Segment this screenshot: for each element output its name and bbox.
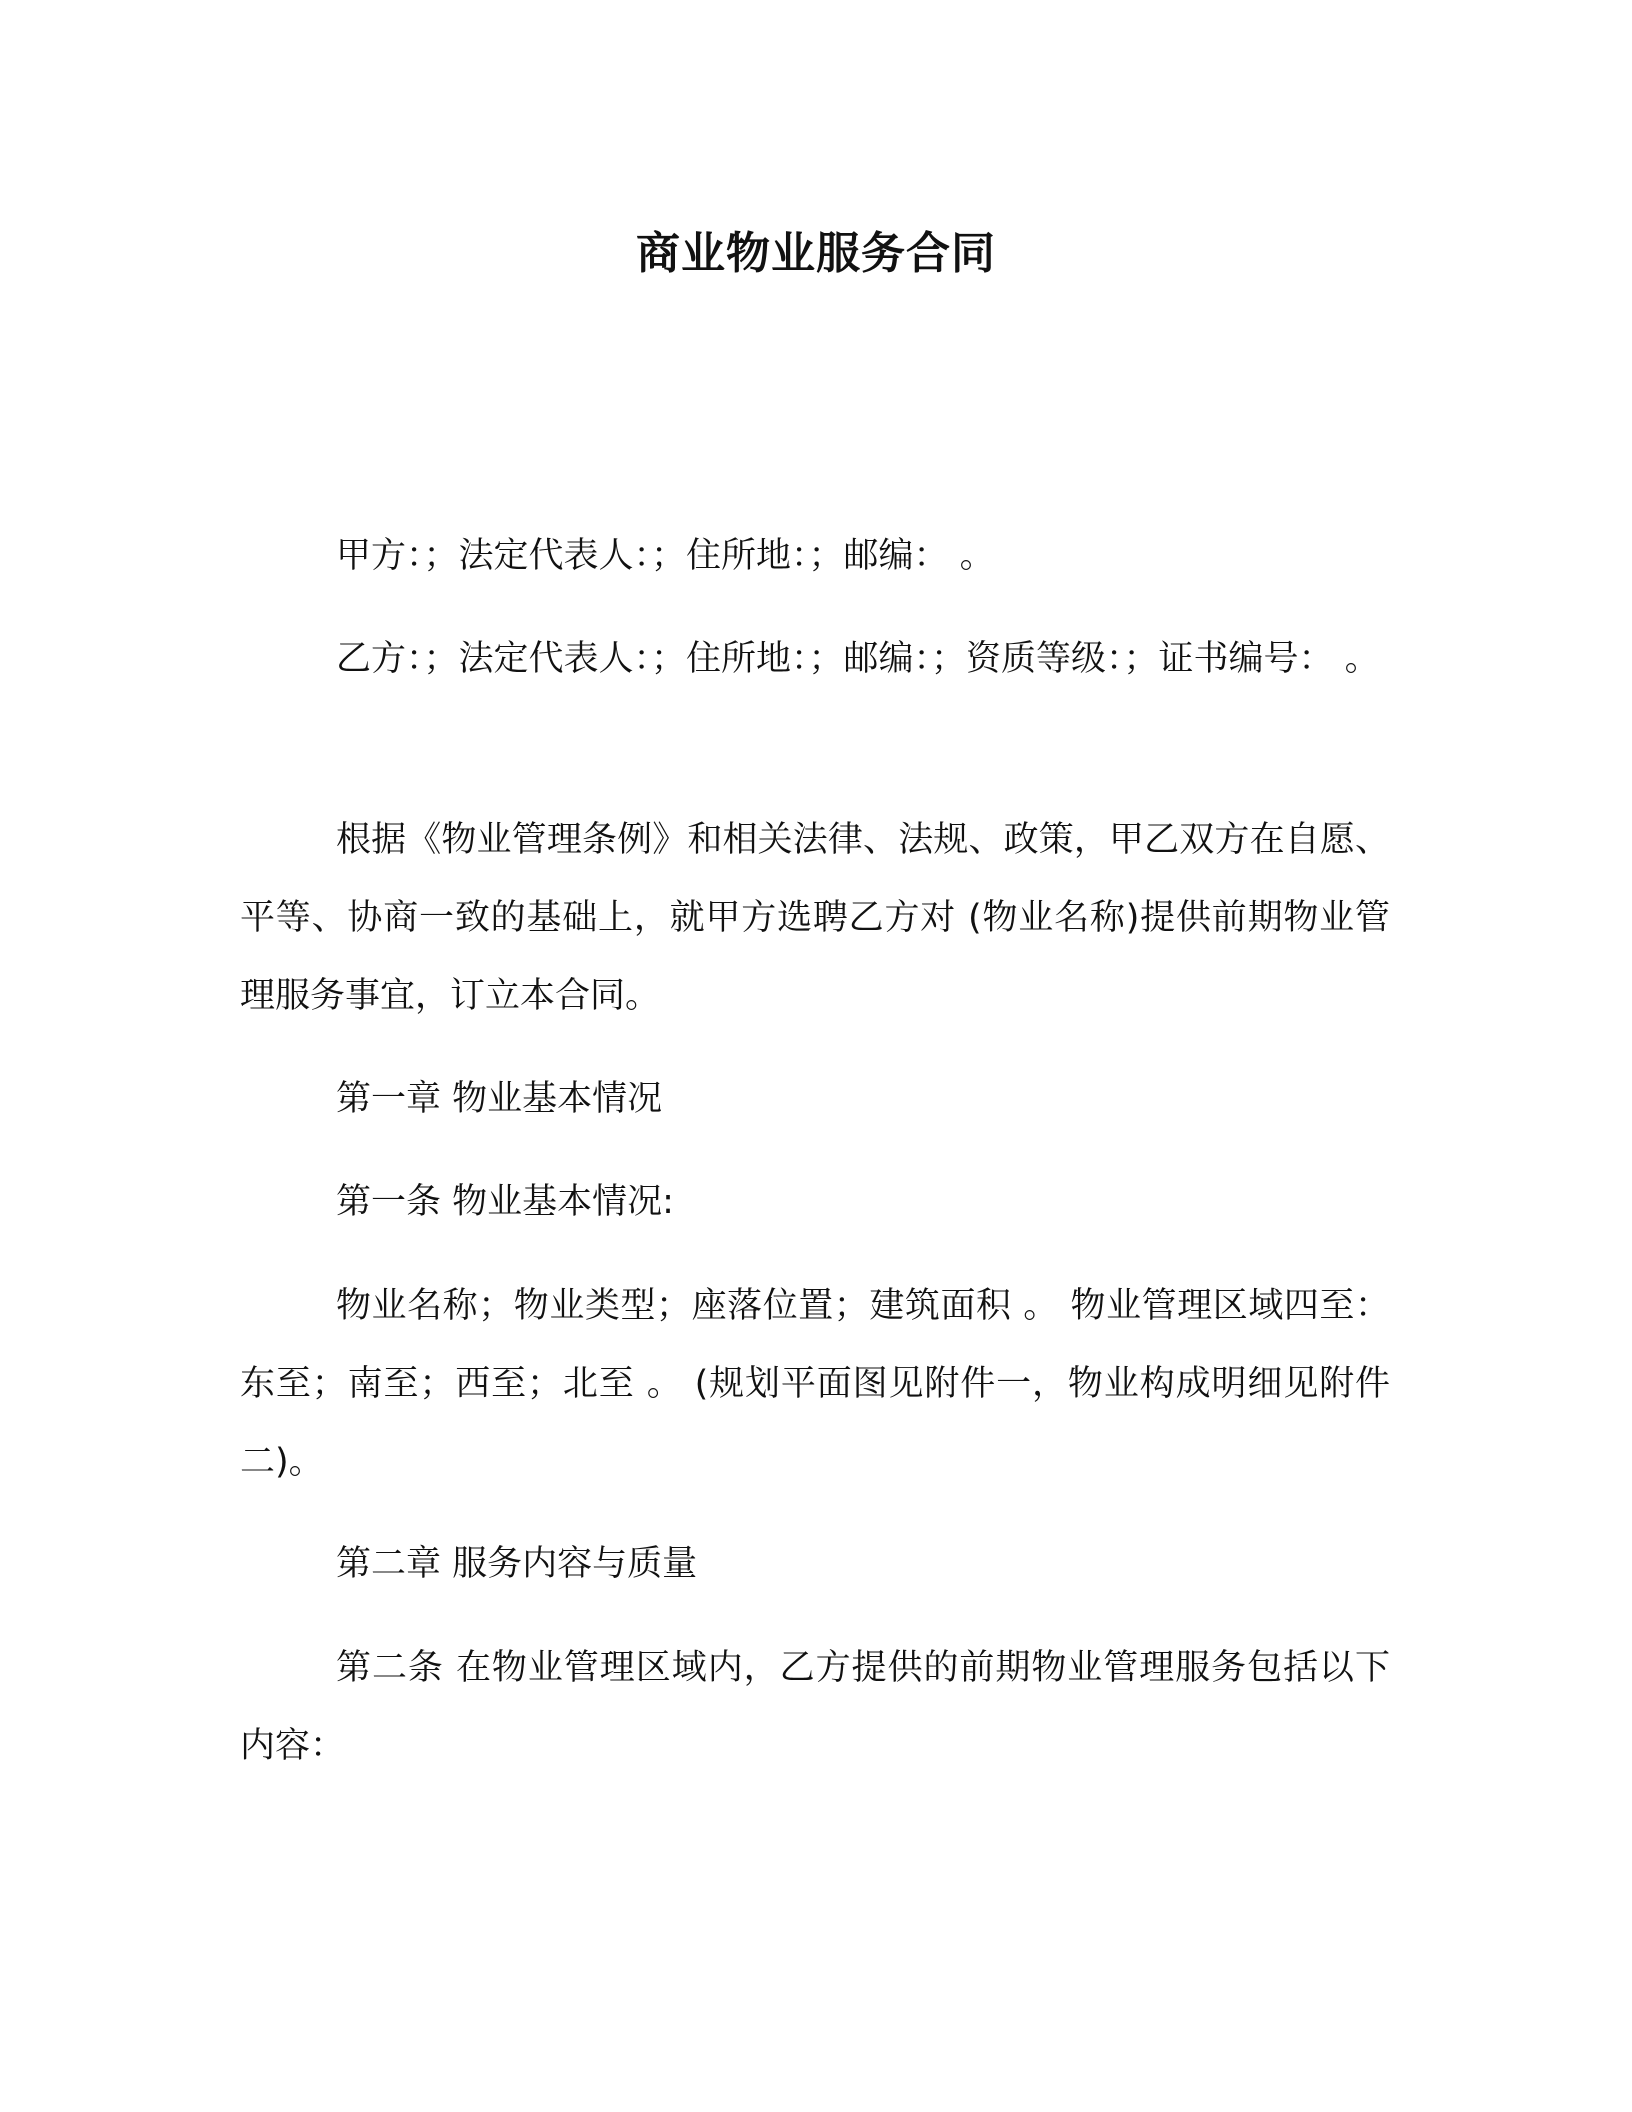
preamble-paragraph: 根据《物业管理条例》和相关法律、法规、政策，甲乙双方在自愿、平等、协商一致的基础上，就甲方选聘乙方对 (物业名称)提供前期物业管理服务事宜，订立本合同。	[240, 820, 1390, 1016]
property-info-paragraph: 物业名称；物业类型；座落位置；建筑面积 。 物业管理区域四至：东至；南至；西至；北至 。 (规划平面图见附件一，物业构成明细见附件二)。	[240, 1286, 1390, 1482]
chapter-one-heading: 第一章 物业基本情况	[336, 1079, 663, 1119]
article-one-heading: 第一条 物业基本情况:	[336, 1182, 674, 1222]
party-b-paragraph: 乙方：；法定代表人：；住所地：；邮编：；资质等级：；证书编号： 。	[336, 639, 1380, 679]
document-title: 商业物业服务合同	[636, 228, 996, 279]
party-a-paragraph: 甲方：；法定代表人：；住所地：；邮编： 。	[336, 536, 995, 576]
article-two-paragraph: 第二条 在物业管理区域内，乙方提供的前期物业管理服务包括以下内容：	[240, 1648, 1390, 1766]
chapter-two-heading: 第二章 服务内容与质量	[336, 1544, 698, 1584]
